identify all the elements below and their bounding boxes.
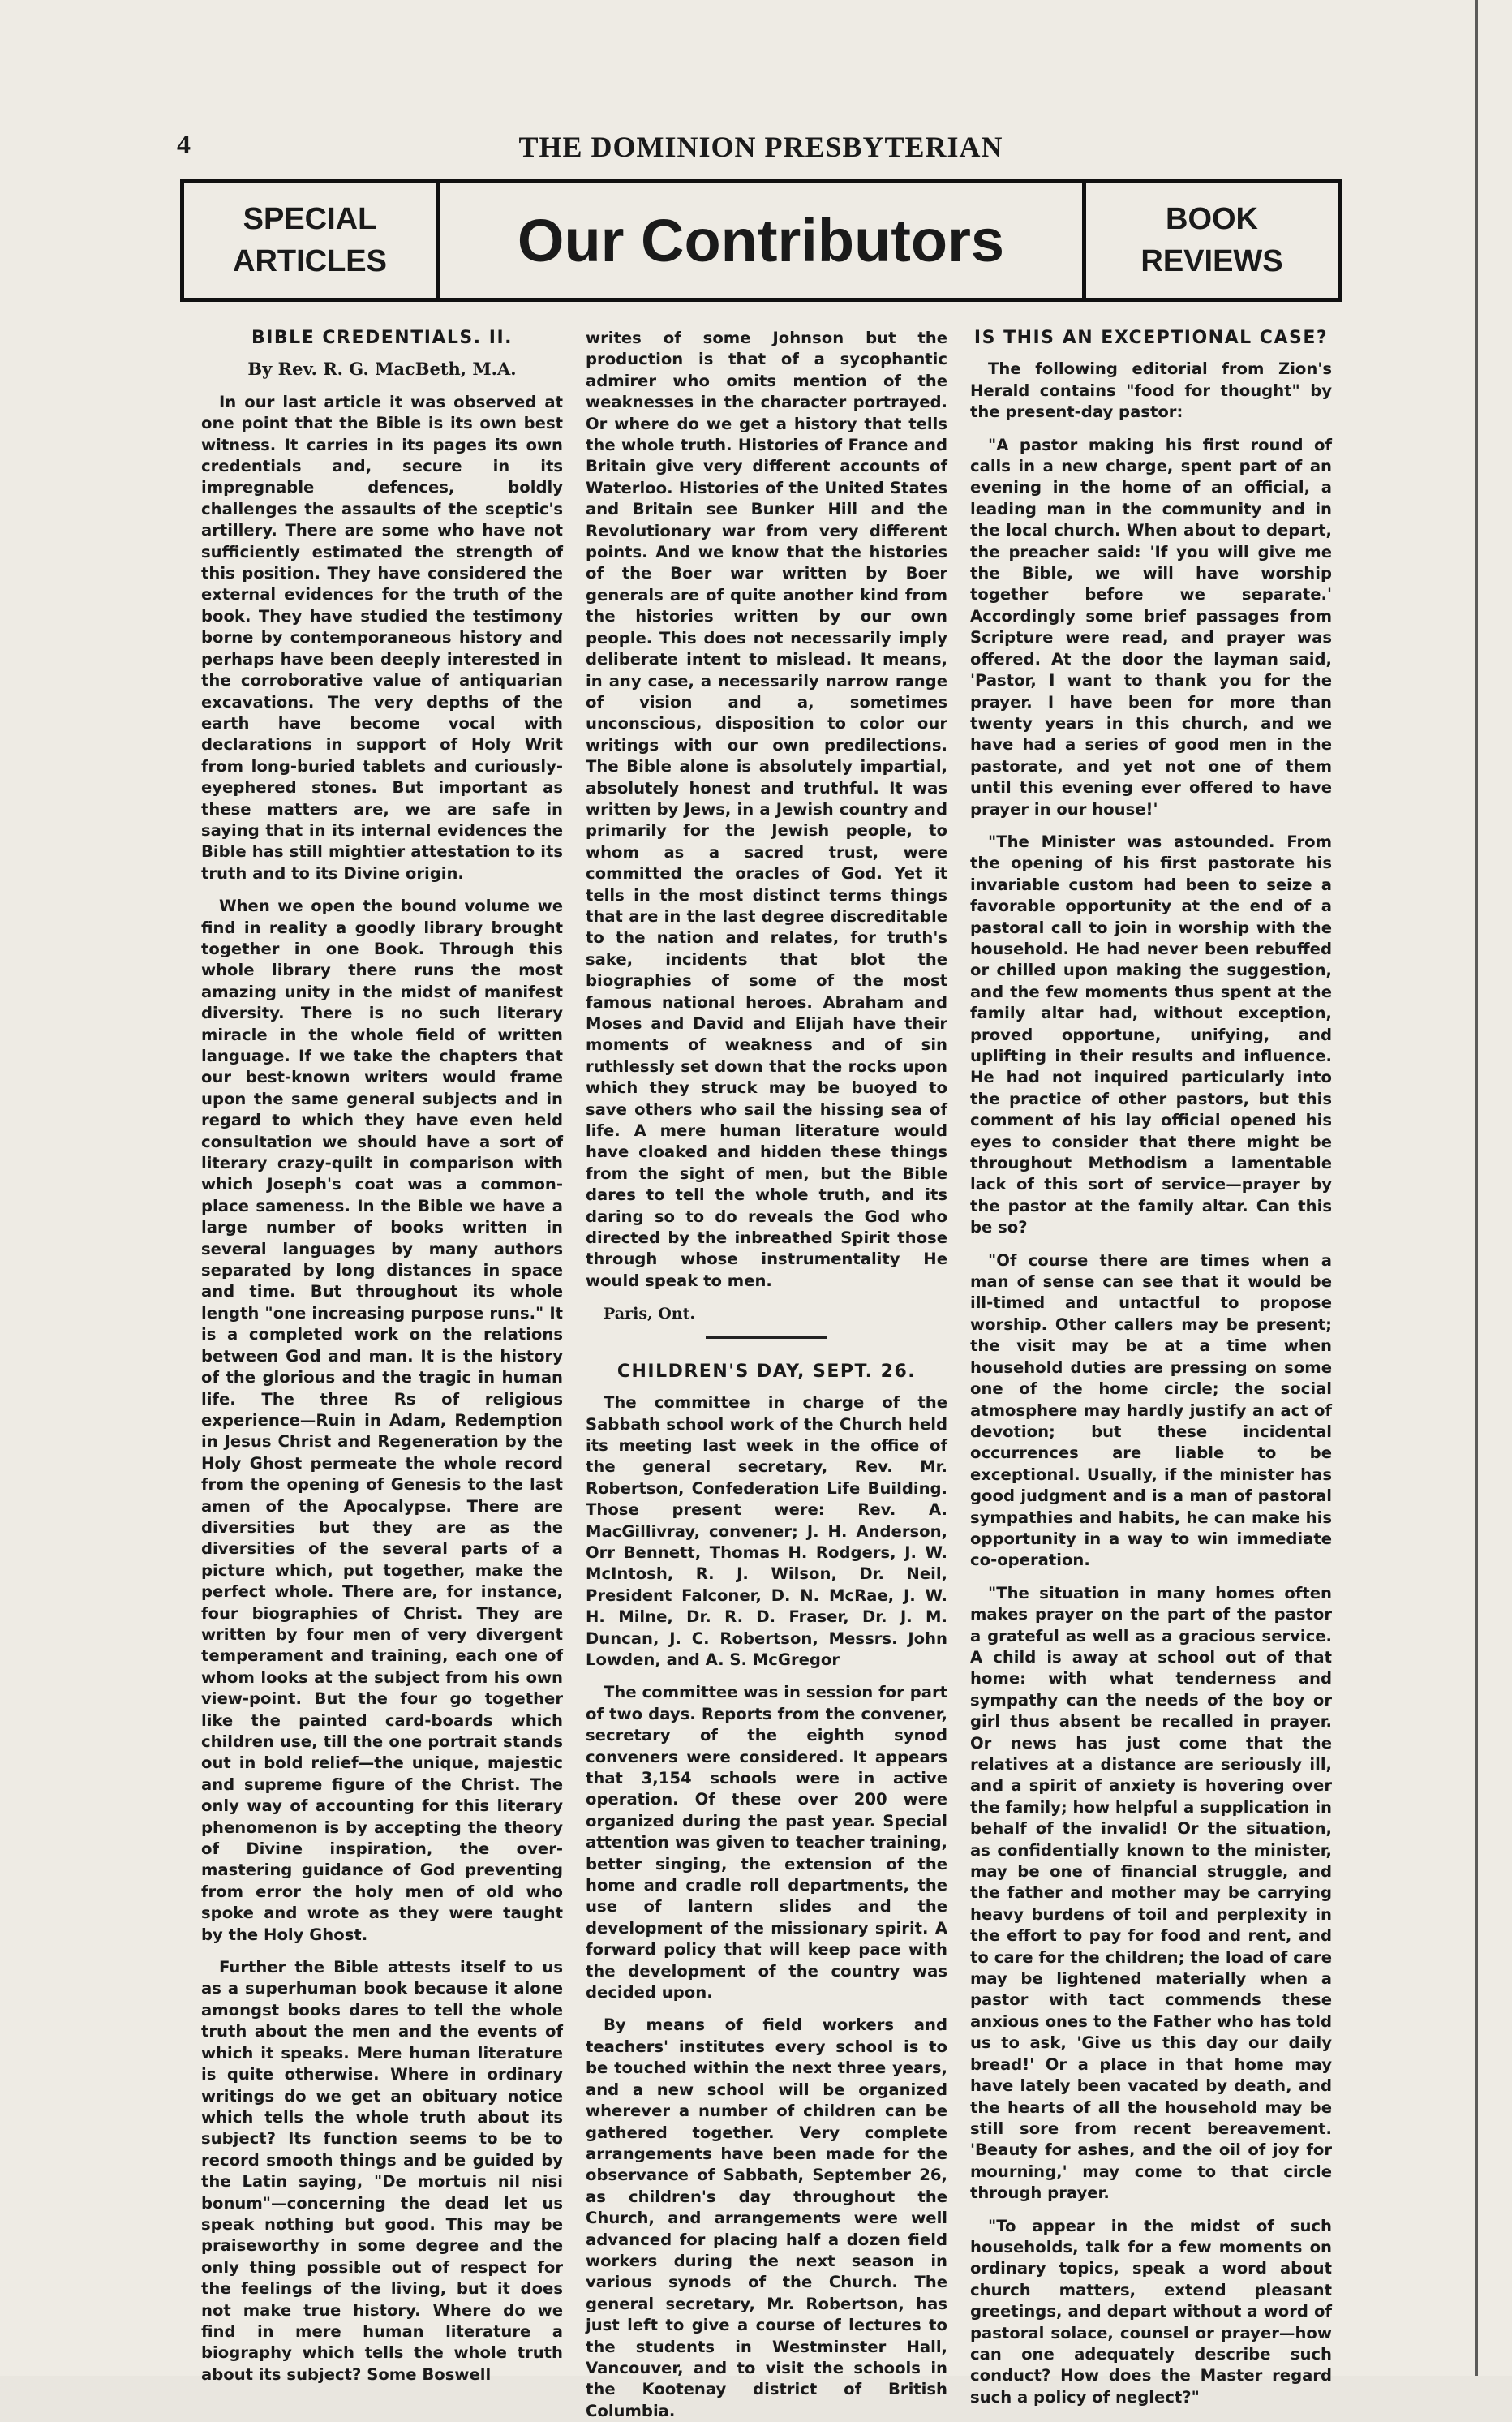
paragraph: Further the Bible attests itself to us as a superhuman book because it alone amongst books dares to tell the whole truth about the men and the events of which it speaks. Mere human literature is quite otherwise. Where in ordinary writings do we get an obituary notice which tells the whole truth about its subject? Its function seems to be to record smooth things and be guided by the Latin saying, "De mortuis nil nisi bonum"—concerning the dead let us speak nothing but good. This may be praiseworthy in some degree and the only thing possible out of respect for the feelings of the living, but it does not make true history. Where do we find in mere human literature a biography which tells the whole truth about its subject? Some Boswell <box>201 1958 563 2384</box>
article-byline: By Rev. R. G. MacBeth, M.A. <box>247 359 517 380</box>
banner-right-line1: BOOK <box>1166 202 1258 236</box>
column-2 <box>586 328 947 2420</box>
paragraph: The committee in charge of the Sabbath school work of the Church held its meeting last week in the office of the general secretary, Rev. Mr. Robertson, Confederation Life Building. Those present were: Rev. A. MacGillivray, convener; J. H. Anderson, Orr Bennett, Thomas H. Rodgers, J. W. McIntosh, R. J. Wilson, Dr. Neil, President Falconer, D. N. McRae, J. W. H. Milne, Dr. R. D. Fraser, Dr. J. M. Duncan, J. C. Robertson, Messrs. John Lowden, and A. S. McGregor <box>586 1393 947 1669</box>
paragraph: "Of course there are times when a man of sense can see that it would be ill-timed and untactful to propose worship. Other callers may be present; the visit may be at a time when household duties are pressing on some one of the home circle; the social atmosphere may hardly justify an act of devotion; but these incidental occurrences are liable to be exceptional. Usually, if the minister has good judgment and is a man of pastoral sympathies and habits, he can make his opportunity in a way to win immediate co-operation. <box>970 1250 1332 1570</box>
paragraph: "To appear in the midst of such households, talk for a few moments on ordinary topics, speak a word about church matters, extend pleasant greetings, and depart without a word of pastoral solace, counsel or prayer—how can one adequately describe such conduct? How does the Master regard such a policy of neglect?" <box>970 2216 1332 2407</box>
running-head <box>177 130 1345 169</box>
paragraph: In our last article it was observed at one point that the Bible is its own best witness. It carries in its pages its own credentials and, secure in its impregnable defences, boldly challenges the assaults of the sceptic's artillery. There are some who have not sufficiently estimated the strength of this position. They have considered the external evidences for the truth of the book. They have studied the testimony borne by contemporaneous history and perhaps have been deeply interested in the corroborative value of antiquarian excavations. The very depths of the earth have become vocal with declarations in support of Holy Writ from long-buried tablets and curiously-eyephered stones. But important as these matters are, we are safe in saying that in its internal evidences the Bible has still mightier attestation to its truth and to its Divine origin. <box>201 392 563 883</box>
banner-left-line1: SPECIAL <box>243 202 377 236</box>
paragraph: "The situation in many homes often makes prayer on the part of the pastor a grateful as well as a gracious service. A child is away at school out of that home: with what tenderness and sympathy can the needs of the boy or girl thus absent be recalled in prayer. Or news has just come that the relatives at a distance are seriously ill, and a spirit of anxiety is hovering over the family; how helpful a supplication in behalf of the invalid! Or the situation, as confidentially known to the minister, may be one of financial struggle, and the father and mother may be carrying heavy burdens of toil and perplexity in the effort to pay for food and rent, and to care for the children; the load of care may be lightened materially when a pastor with tact commends these anxious ones to the Father who has told us to ask, 'Give us this day our daily bread!' Or a place in that home may have lately been vacated by death, and the hearts of all the household may be still sore from recent bereavement. 'Beauty for ashes, and the oil of joy for mourning,' may come to that circle through prayer. <box>970 1583 1332 2203</box>
article-title-exceptional-case: IS THIS AN EXCEPTIONAL CASE? <box>973 328 1329 348</box>
article-title-childrens-day: CHILDREN'S DAY, SEPT. 26. <box>616 1361 917 1382</box>
article-columns <box>185 328 1343 2420</box>
paragraph: "A pastor making his first round of calls in a new charge, spent part of an evening in the home of an official, a leading man in the community and in the local church. When about to depart, the preacher said: 'If you will give me the Bible, we will have worship together before we separate.' Accordingly some brief passages from Scripture were read, and prayer was offered. At the door the layman said, 'Pastor, I want to thank you for the prayer. I have been for more than twenty years in this church, and we have had a series of good men in the pastorate, and yet not one of them until this evening ever offered to have prayer in our house!' <box>970 435 1332 819</box>
section-banner <box>180 179 1342 302</box>
column-1 <box>201 328 563 2384</box>
paragraph-continued: writes of some Johnson but the production is that of a sycophantic admirer who omits mention of the weaknesses in the character portrayed. Or where do we get a history that tells the whole truth. Histories of France and Britain give very different accounts of Waterloo. Histories of the United States and Britain see Bunker Hill and the Revolutionary war from very different points. And we know that the histories of the Boer war written by Boer generals are of quite another kind from the histories written by our own people. This does not necessarily imply deliberate intent to mislead. It means, in any case, a necessarily narrow range of vision and a, sometimes unconscious, disposition to color our writings with our own predilections. The Bible alone is absolutely impartial, absolutely honest and truthful. It was written by Jews, in a Jewish country and primarily for the Jewish people, to whom as a sacred trust, were committed the oracles of God. Yet it tells in the most distinct terms things that are in the last degree discreditable to the nation and relates, for truth's sake, incidents that blot the biographies of some of the most famous national heroes. Abraham and Moses and David and Elijah have their moments of weakness and of sin ruthlessly set down that the rocks upon which they struck may be buoyed to save others who sail the hissing sea of life. A mere human literature would have cloaked and hidden these things from the sight of men, but the Bible dares to tell the whole truth, and its daring so to do reveals the God who directed by the inbreathed Spirit those through whose instrumentality He would speak to men. <box>586 329 947 1290</box>
page-edge-rule <box>1475 0 1478 2376</box>
banner-title: Our Contributors <box>517 206 1005 274</box>
paragraph: The committee was in session for part of two days. Reports from the convener, secretary of the eighth synod conveners were considered. It appears that 3,154 schools were in active operation. Of these over 200 were organized during the past year. Special attention was given to teacher training, better singing, the extension of the home and cradle roll departments, the use of lantern slides and the development of the missionary spirit. A forward policy that will keep pace with the development of the country was decided upon. <box>586 1683 947 2003</box>
banner-special-articles <box>184 183 440 298</box>
banner-right-line2: REVIEWS <box>1140 244 1283 278</box>
article-divider <box>706 1336 827 1339</box>
article-title-bible-credentials: BIBLE CREDENTIALS. II. <box>251 328 513 348</box>
banner-book-reviews <box>1082 183 1338 298</box>
paragraph: By means of field workers and teachers' institutes every school is to be touched within the next three years, and a new school will be organized wherever a number of children can be gathered together. Very complete arrangements have been made for the observance of Sabbath, September 26, as children's day throughout the Church, and arrangements were well advanced for placing half a dozen field workers during the next season in various synods of the Church. The general secretary, Mr. Robertson, has just left to give a course of lectures to the students in Westminster Hall, Vancouver, and to visit the schools in the Kootenay district of British Columbia. <box>586 2015 947 2420</box>
banner-left-line2: ARTICLES <box>233 244 387 278</box>
journal-title: THE DOMINION PRESBYTERIAN <box>518 131 1003 163</box>
page-number: 4 <box>177 130 191 160</box>
article-signoff: Paris, Ont. <box>604 1305 695 1323</box>
column-3 <box>970 328 1332 2407</box>
paragraph: The following editorial from Zion's Herald contains "food for thought" by the present-day pastor: <box>970 359 1332 422</box>
paragraph: When we open the bound volume we find in reality a goodly library brought together in one Book. Through this whole library there runs the most amazing unity in the midst of manifest diversity. There is no such literary miracle in the whole field of written language. If we take the chapters that our best-known writers would frame upon the same general subjects and in regard to which they have even held consultation we should have a sort of literary crazy-quilt in comparison with which Joseph's coat was a common-place sameness. In the Bible we have a large number of books written in several languages by many authors separated by long distances in space and time. But throughout its whole length "one increasing purpose runs." It is a completed work on the relations between God and man. It is the history of the glorious and the tragic in human life. The three Rs of religious experience—Ruin in Adam, Redemption in Jesus Christ and Regeneration by the Holy Ghost permeate the whole record from the opening of Genesis to the last amen of the Apocalypse. There are diversities but they are as the diversities of the several parts of a picture which, put together, make the perfect whole. There are, for instance, four biographies of Christ. They are written by four men of very divergent temperament and training, each one of whom looks at the subject from his own view-point. But the four go together like the painted card-boards which children use, till the one portrait stands out in bold relief—the unique, majestic and supreme figure of the Christ. The only way of accounting for this literary phenomenon is by accepting the theory of Divine inspiration, the over-mastering guidance of God preventing from error the holy men of old who spoke and wrote as they were taught by the Holy Ghost. <box>201 897 563 1944</box>
paragraph: "The Minister was astounded. From the opening of his first pastorate his invariable custom had been to seize a favorable opportunity at the end of a pastoral call to join in worship with the household. He had never been rebuffed or chilled upon making the suggestion, and the few moments thus spent at the family altar had, without exception, proved opportune, unifying, and uplifting in their results and influence. He had not inquired particularly into the practice of other pastors, but this comment of his lay official opened his eyes to consider that there might be throughout Methodism a lamentable lack of this sort of service—prayer by the pastor at the family altar. Can this be so? <box>970 832 1332 1237</box>
